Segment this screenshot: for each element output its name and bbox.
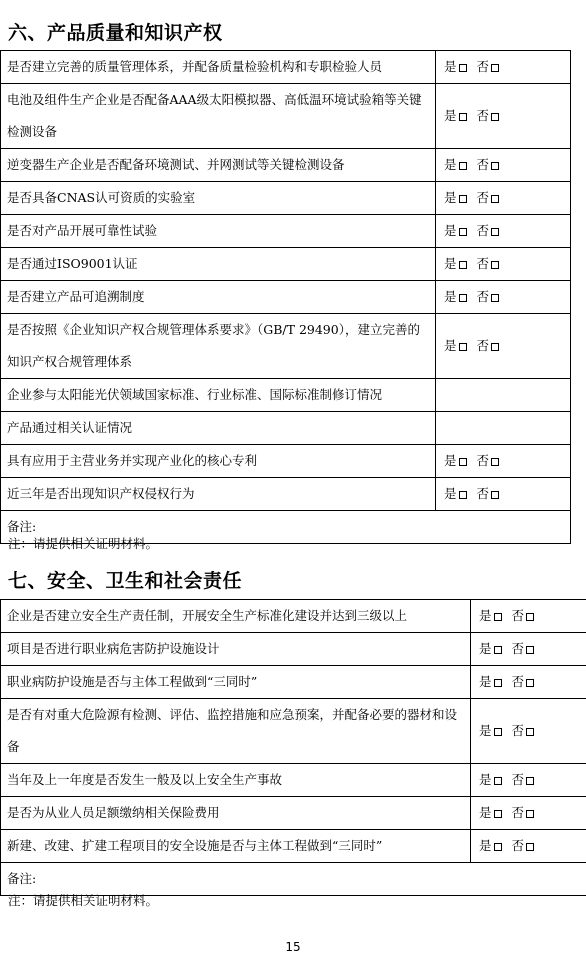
table-row: [1, 84, 571, 149]
table-row: [1, 830, 586, 863]
yes-label: 是: [444, 223, 457, 238]
no-checkbox[interactable]: [491, 113, 499, 121]
table-row: [1, 445, 571, 478]
no-checkbox[interactable]: [491, 261, 499, 269]
yes-checkbox[interactable]: [494, 777, 502, 785]
no-checkbox[interactable]: [491, 294, 499, 302]
table-row: [1, 666, 586, 699]
answer-cell: [436, 412, 571, 445]
no-label: 否: [476, 256, 490, 271]
yes-label: 是: [444, 190, 457, 205]
yes-checkbox[interactable]: [459, 343, 467, 351]
yes-checkbox[interactable]: [459, 458, 467, 466]
yes-checkbox[interactable]: [494, 843, 502, 851]
answer-cell: [471, 797, 586, 830]
table-row: [1, 51, 571, 84]
question-cell: 是否按照《企业知识产权合规管理体系要求》（GB/T 29490），建立完善的知识产权合规管理体系: [1, 314, 436, 379]
question-cell: 是否建立产品可追溯制度: [1, 281, 436, 314]
yes-checkbox[interactable]: [459, 113, 467, 121]
answer-cell: [436, 314, 571, 379]
yes-label: 是: [479, 838, 492, 853]
no-checkbox[interactable]: [526, 777, 534, 785]
answer-cell: [471, 830, 586, 863]
yes-checkbox[interactable]: [459, 64, 467, 72]
yes-label: 是: [444, 289, 457, 304]
table-row: [1, 412, 571, 445]
question-cell: 具有应用于主营业务并实现产业化的核心专利: [1, 445, 436, 478]
table-row: [1, 149, 571, 182]
yes-label: 是: [444, 59, 457, 74]
question-cell: 是否为从业人员足额缴纳相关保险费用: [1, 797, 471, 830]
no-label: 否: [511, 838, 525, 853]
yes-label: 是: [479, 608, 492, 623]
no-label: 否: [511, 641, 525, 656]
yes-label: 是: [444, 338, 457, 353]
question-cell: 是否建立完善的质量管理体系，并配备质量检验机构和专职检验人员: [1, 51, 436, 84]
section7-table: [0, 599, 586, 896]
no-label: 否: [476, 59, 490, 74]
remark-cell[interactable]: 备注:: [1, 863, 586, 896]
yes-label: 是: [479, 723, 492, 738]
question-cell: 新建、改建、扩建工程项目的安全设施是否与主体工程做到“三同时”: [1, 830, 471, 863]
answer-cell: [436, 182, 571, 215]
no-checkbox[interactable]: [491, 162, 499, 170]
yes-checkbox[interactable]: [459, 228, 467, 236]
yes-checkbox[interactable]: [459, 195, 467, 203]
no-checkbox[interactable]: [526, 679, 534, 687]
table-row: [1, 478, 571, 511]
no-checkbox[interactable]: [491, 195, 499, 203]
yes-checkbox[interactable]: [459, 491, 467, 499]
table-row: [1, 797, 586, 830]
yes-label: 是: [479, 674, 492, 689]
table-row: [1, 633, 586, 666]
no-label: 否: [476, 190, 490, 205]
answer-cell: [436, 248, 571, 281]
yes-checkbox[interactable]: [459, 261, 467, 269]
section6-title: 六、产品质量和知识产权: [8, 22, 223, 44]
question-cell: 是否具备CNAS认可资质的实验室: [1, 182, 436, 215]
remark-cell[interactable]: 备注:: [1, 511, 571, 544]
question-cell: 电池及组件生产企业是否配备AAA级太阳模拟器、高低温环境试验箱等关键检测设备: [1, 84, 436, 149]
section6-footnote: 注：请提供相关证明材料。: [8, 536, 159, 551]
no-checkbox[interactable]: [491, 228, 499, 236]
no-checkbox[interactable]: [491, 491, 499, 499]
table-row: [1, 379, 571, 412]
no-label: 否: [476, 289, 490, 304]
no-checkbox[interactable]: [491, 458, 499, 466]
no-label: 否: [511, 772, 525, 787]
section7-footnote: 注：请提供相关证明材料。: [8, 893, 159, 908]
answer-cell: [471, 600, 586, 633]
yes-label: 是: [444, 453, 457, 468]
no-label: 否: [511, 805, 525, 820]
section6-table: [0, 50, 571, 544]
question-cell: 产品通过相关认证情况: [1, 412, 436, 445]
answer-cell: [436, 478, 571, 511]
question-cell: 职业病防护设施是否与主体工程做到“三同时”: [1, 666, 471, 699]
no-label: 否: [511, 723, 525, 738]
yes-checkbox[interactable]: [494, 646, 502, 654]
no-checkbox[interactable]: [491, 343, 499, 351]
no-checkbox[interactable]: [526, 810, 534, 818]
answer-cell: [436, 51, 571, 84]
yes-label: 是: [444, 486, 457, 501]
yes-checkbox[interactable]: [494, 810, 502, 818]
no-label: 否: [476, 157, 490, 172]
yes-label: 是: [479, 772, 492, 787]
answer-cell: [471, 699, 586, 764]
answer-cell: [436, 281, 571, 314]
answer-cell: [471, 633, 586, 666]
table-row: [1, 764, 586, 797]
question-cell: 项目是否进行职业病危害防护设施设计: [1, 633, 471, 666]
table-row: [1, 182, 571, 215]
no-label: 否: [476, 223, 490, 238]
answer-cell: [471, 666, 586, 699]
no-label: 否: [511, 608, 525, 623]
table-row: [1, 248, 571, 281]
yes-checkbox[interactable]: [494, 728, 502, 736]
yes-label: 是: [444, 157, 457, 172]
question-cell: 是否有对重大危险源有检测、评估、监控措施和应急预案，并配备必要的器材和设备: [1, 699, 471, 764]
table-row: [1, 314, 571, 379]
yes-label: 是: [479, 805, 492, 820]
page-number: 15: [285, 940, 301, 954]
answer-cell: [436, 215, 571, 248]
yes-label: 是: [479, 641, 492, 656]
no-checkbox[interactable]: [491, 64, 499, 72]
question-cell: 企业参与太阳能光伏领域国家标准、行业标准、国际标准制修订情况: [1, 379, 436, 412]
no-checkbox[interactable]: [526, 613, 534, 621]
answer-cell: [436, 149, 571, 182]
yes-label: 是: [444, 256, 457, 271]
yes-checkbox[interactable]: [494, 679, 502, 687]
answer-cell: [436, 84, 571, 149]
yes-checkbox[interactable]: [459, 294, 467, 302]
yes-checkbox[interactable]: [459, 162, 467, 170]
question-cell: 是否对产品开展可靠性试验: [1, 215, 436, 248]
table-row: [1, 600, 586, 633]
question-cell: 近三年是否出现知识产权侵权行为: [1, 478, 436, 511]
question-cell: 企业是否建立安全生产责任制，开展安全生产标准化建设并达到三级以上: [1, 600, 471, 633]
question-cell: 当年及上一年度是否发生一般及以上安全生产事故: [1, 764, 471, 797]
table-row: [1, 215, 571, 248]
question-cell: 是否通过ISO9001认证: [1, 248, 436, 281]
yes-checkbox[interactable]: [494, 613, 502, 621]
section7-title: 七、安全、卫生和社会责任: [8, 570, 243, 592]
answer-cell: [471, 764, 586, 797]
answer-cell: [436, 379, 571, 412]
table-row: [1, 699, 586, 764]
no-checkbox[interactable]: [526, 728, 534, 736]
no-label: 否: [476, 453, 490, 468]
yes-label: 是: [444, 108, 457, 123]
no-checkbox[interactable]: [526, 646, 534, 654]
no-label: 否: [476, 486, 490, 501]
question-cell: 逆变器生产企业是否配备环境测试、并网测试等关键检测设备: [1, 149, 436, 182]
no-label: 否: [511, 674, 525, 689]
table-row: [1, 281, 571, 314]
no-checkbox[interactable]: [526, 843, 534, 851]
no-label: 否: [476, 108, 490, 123]
no-label: 否: [476, 338, 490, 353]
answer-cell: [436, 445, 571, 478]
